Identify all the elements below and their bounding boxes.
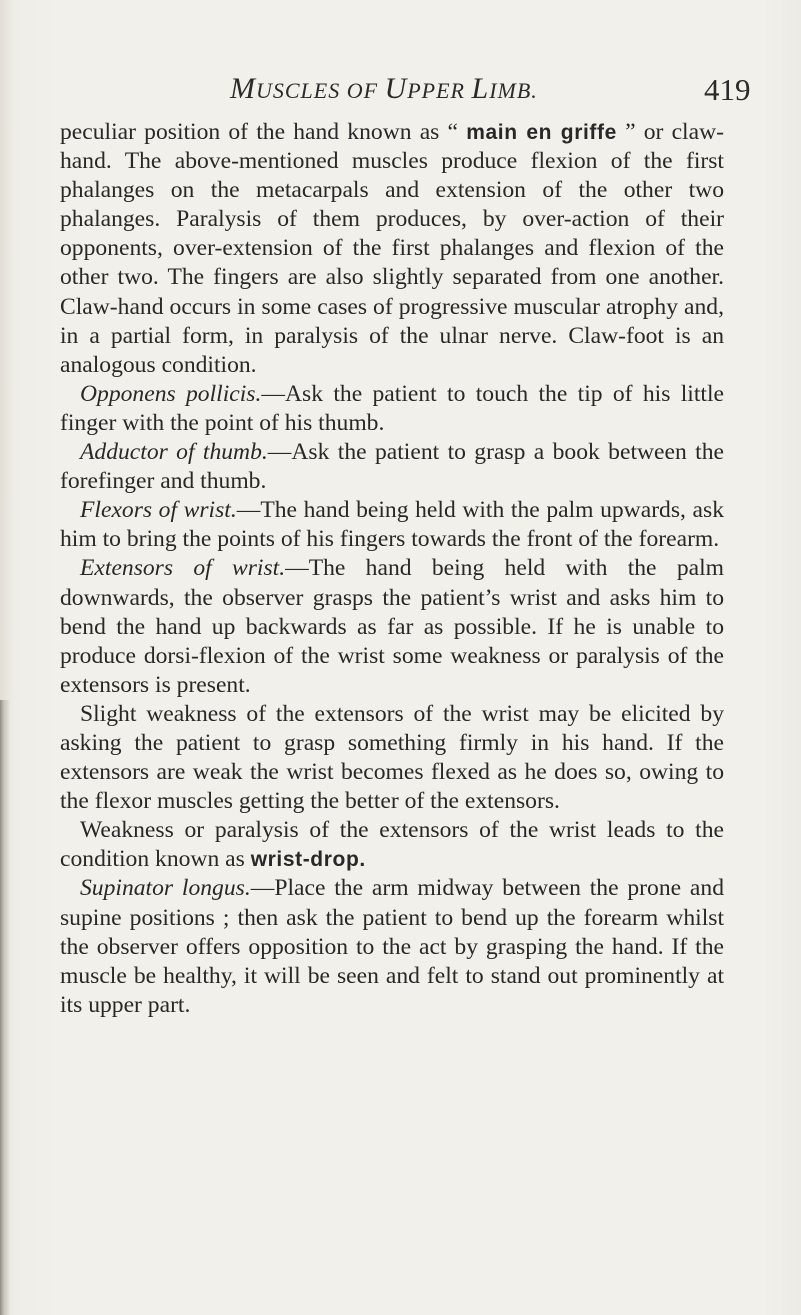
header-initial-m: M [230, 72, 256, 105]
body-text [60, 118, 724, 1020]
running-header [230, 72, 590, 106]
bold-term: wrist-drop. [250, 848, 366, 872]
paragraph [60, 700, 724, 816]
text-run: —The hand being held with the palm upwards, ask him to bring the points of his fingers towards the front of the forearm. [60, 497, 724, 553]
text-run: —Ask the patient to grasp a book between the forefinger and thumb. [60, 439, 724, 495]
text-run: ” or claw-hand. The above-mentioned muscles produce flexion of the first phalanges on the metacarpals and extension of the other two phalanges. Paralysis of them produces, by over-action of their opponents, over-extension of the first phalanges and flexion of the other two. The fingers are also slightly separated from one another. Claw-hand occurs in some cases of progressive muscular atrophy and, in a partial form, in paralysis of the ulnar nerve. Claw-foot is an analogous condition. [60, 119, 724, 378]
header-word-upper: PPER [407, 78, 472, 103]
paragraph [60, 874, 724, 1019]
italic-heading: Extensors of wrist. [80, 555, 286, 582]
text-run: —Ask the patient to touch the tip of his little finger with the point of his thumb. [60, 380, 724, 436]
header-initial-u: U [384, 72, 408, 105]
header-initial-l: L [471, 72, 490, 105]
binding-shadow [0, 700, 10, 1315]
paragraph [60, 438, 724, 496]
italic-heading: Opponens pollicis. [80, 380, 262, 407]
italic-heading: Adductor of thumb. [80, 439, 268, 466]
italic-heading: Supinator longus. [80, 875, 251, 902]
paragraph [60, 496, 724, 554]
text-run: Slight weakness of the extensors of the wrist may be elicited by asking the patient to grasp something firmly in his hand. If the extensors are weak the wrist becomes flexed as he does so, owing to the flexor muscles getting the better of the extensors. [60, 700, 724, 815]
paragraph [60, 554, 724, 699]
text-run: —Place the arm midway between the prone and supine positions ; then ask the patient to bend up the forearm whilst the observer offers opposition to the act by grasping the hand. If the muscle be healthy, it will be seen and felt to stand out prominently at its upper part. [60, 875, 724, 1018]
paragraph [60, 816, 724, 874]
paragraph [60, 380, 724, 438]
header-word-limb: IMB. [489, 78, 538, 103]
bold-term: main en griffe [466, 121, 617, 144]
text-run: —The hand being held with the palm downwards, the observer grasps the patient’s wrist and asks him to bend the hand up backwards as far as possible. If he is unable to produce dorsi-flexion of the wrist some weakness or paralysis of the extensors is present. [60, 555, 725, 698]
text-run: Weakness or paralysis of the extensors of the wrist leads to the condition known as [60, 817, 724, 873]
paragraph [60, 118, 724, 380]
page-number: 419 [704, 72, 751, 107]
header-word-muscles-of: USCLES OF [256, 78, 385, 103]
text-run: peculiar position of the hand known as “ [60, 119, 467, 145]
italic-heading: Flexors of wrist. [80, 497, 237, 524]
